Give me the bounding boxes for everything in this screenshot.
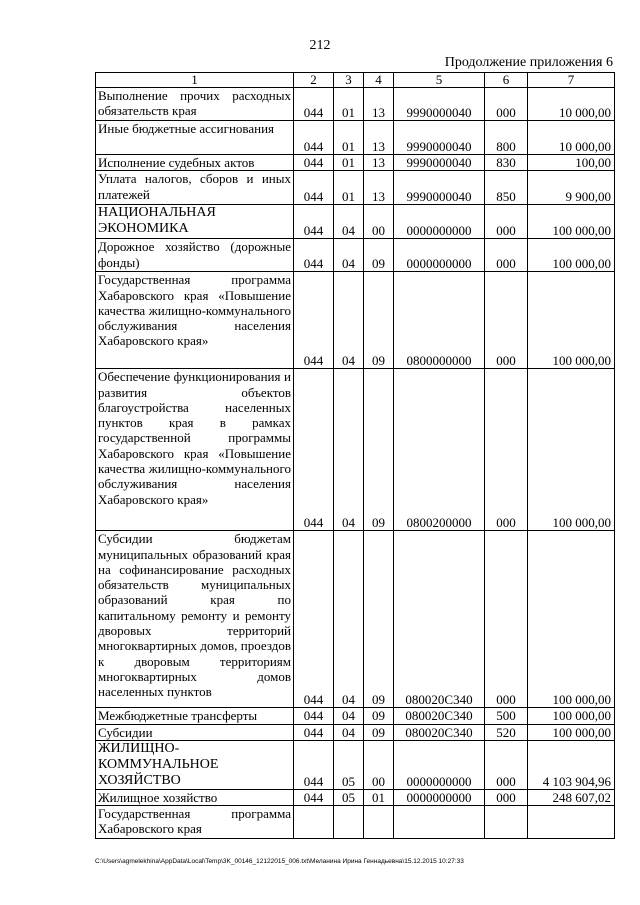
cell-target-article: 0000000000	[394, 740, 485, 789]
row-name: Исполнение судебных актов	[96, 155, 294, 171]
cell-subsection: 13	[364, 88, 394, 121]
cell-subsection: 09	[364, 724, 394, 740]
cell-ministry	[294, 806, 334, 839]
cell-section: 04	[334, 205, 364, 239]
cell-section: 05	[334, 740, 364, 789]
column-header: 4	[364, 73, 394, 88]
row-name: Субсидии бюджетам муниципальных образований края на софинансирование расходных обязательств муниципальных образований края по капитальному ремонту и ремонту дворовых территорий многоквартирных домов, проездов к дворовым территориям многоквартирных домов населенных пунктов	[96, 531, 294, 708]
cell-target-article: 9990000040	[394, 171, 485, 205]
cell-subsection: 13	[364, 121, 394, 155]
cell-expense-type	[485, 806, 528, 839]
table-row	[96, 806, 615, 839]
cell-target-article: 0800000000	[394, 272, 485, 369]
row-name: Иные бюджетные ассигнования	[96, 121, 294, 155]
cell-amount: 10 000,00	[528, 121, 615, 155]
cell-section: 04	[334, 724, 364, 740]
cell-expense-type: 000	[485, 789, 528, 805]
cell-subsection: 09	[364, 239, 394, 272]
column-header: 2	[294, 73, 334, 88]
row-name: Выполнение прочих расходных обязательств края	[96, 88, 294, 121]
cell-target-article: 080020C340	[394, 531, 485, 708]
cell-amount: 4 103 904,96	[528, 740, 615, 789]
table-row	[96, 121, 615, 155]
header-row	[96, 73, 615, 88]
cell-ministry: 044	[294, 171, 334, 205]
cell-ministry: 044	[294, 740, 334, 789]
table-row	[96, 88, 615, 121]
cell-subsection: 00	[364, 740, 394, 789]
cell-target-article: 0000000000	[394, 205, 485, 239]
cell-expense-type: 830	[485, 155, 528, 171]
row-name: Межбюджетные трансферты	[96, 708, 294, 724]
table-row	[96, 740, 615, 789]
table-row	[96, 789, 615, 805]
cell-expense-type: 000	[485, 88, 528, 121]
cell-expense-type: 000	[485, 740, 528, 789]
cell-subsection: 13	[364, 171, 394, 205]
cell-expense-type: 520	[485, 724, 528, 740]
row-name: Уплата налогов, сборов и иных платежей	[96, 171, 294, 205]
cell-amount: 100 000,00	[528, 272, 615, 369]
cell-ministry: 044	[294, 708, 334, 724]
cell-ministry: 044	[294, 88, 334, 121]
cell-expense-type: 000	[485, 369, 528, 531]
page-number: 212	[309, 38, 331, 53]
cell-amount: 100 000,00	[528, 369, 615, 531]
cell-subsection: 09	[364, 708, 394, 724]
cell-subsection	[364, 806, 394, 839]
cell-ministry: 044	[294, 369, 334, 531]
cell-amount: 100 000,00	[528, 531, 615, 708]
footer-file-path: C:\Users\agmelekhina\AppData\Local\Temp\3K_00146_12122015_006.txt\Меланина Ирина Геннадьевна\15.12.2015 10:27:33	[95, 858, 464, 865]
column-header: 5	[394, 73, 485, 88]
cell-target-article: 080020C340	[394, 724, 485, 740]
cell-ministry: 044	[294, 205, 334, 239]
cell-amount: 100 000,00	[528, 724, 615, 740]
cell-subsection: 09	[364, 272, 394, 369]
cell-subsection: 13	[364, 155, 394, 171]
table-row	[96, 724, 615, 740]
cell-target-article: 9990000040	[394, 155, 485, 171]
cell-ministry: 044	[294, 724, 334, 740]
cell-target-article: 9990000040	[394, 121, 485, 155]
table-row	[96, 272, 615, 369]
cell-subsection: 00	[364, 205, 394, 239]
row-name: Государственная программа Хабаровского края	[96, 806, 294, 839]
cell-amount: 10 000,00	[528, 88, 615, 121]
cell-target-article: 0000000000	[394, 789, 485, 805]
column-header: 1	[96, 73, 294, 88]
cell-ministry: 044	[294, 239, 334, 272]
cell-amount: 100 000,00	[528, 239, 615, 272]
cell-target-article: 9990000040	[394, 88, 485, 121]
cell-section: 04	[334, 239, 364, 272]
cell-section: 04	[334, 272, 364, 369]
table-row	[96, 205, 615, 239]
table-row	[96, 708, 615, 724]
cell-target-article: 0800200000	[394, 369, 485, 531]
cell-section: 05	[334, 789, 364, 805]
budget-table	[95, 72, 615, 839]
cell-ministry: 044	[294, 789, 334, 805]
cell-target-article: 0000000000	[394, 239, 485, 272]
table-row	[96, 171, 615, 205]
cell-subsection: 09	[364, 369, 394, 531]
cell-amount: 9 900,00	[528, 171, 615, 205]
cell-ministry: 044	[294, 531, 334, 708]
table-row	[96, 239, 615, 272]
row-name: Субсидии	[96, 724, 294, 740]
column-header: 6	[485, 73, 528, 88]
cell-ministry: 044	[294, 272, 334, 369]
table-row	[96, 369, 615, 531]
cell-amount	[528, 806, 615, 839]
cell-amount: 100,00	[528, 155, 615, 171]
row-name: Обеспечение функционирования и развития объектов благоустройства населенных пунктов края в рамках государственной программы Хабаровского края «Повышение качества жилищно-коммунального обслуживания населения Хабаровского края»	[96, 369, 294, 531]
cell-expense-type: 000	[485, 531, 528, 708]
cell-section: 04	[334, 369, 364, 531]
cell-amount: 248 607,02	[528, 789, 615, 805]
cell-section: 04	[334, 531, 364, 708]
cell-subsection: 09	[364, 531, 394, 708]
cell-section: 01	[334, 171, 364, 205]
continuation-label: Продолжение приложения 6	[444, 55, 613, 70]
cell-subsection: 01	[364, 789, 394, 805]
cell-section	[334, 806, 364, 839]
cell-expense-type: 000	[485, 205, 528, 239]
row-name: Государственная программа Хабаровского края «Повышение качества жилищно-коммунального обслуживания населения Хабаровского края»	[96, 272, 294, 369]
cell-target-article: 080020C340	[394, 708, 485, 724]
row-name: Дорожное хозяйство (дорожные фонды)	[96, 239, 294, 272]
cell-section: 01	[334, 88, 364, 121]
table-row	[96, 531, 615, 708]
cell-expense-type: 000	[485, 272, 528, 369]
column-header: 7	[528, 73, 615, 88]
cell-section: 04	[334, 708, 364, 724]
cell-ministry: 044	[294, 155, 334, 171]
column-header: 3	[334, 73, 364, 88]
row-name: Жилищное хозяйство	[96, 789, 294, 805]
cell-expense-type: 000	[485, 239, 528, 272]
cell-section: 01	[334, 121, 364, 155]
cell-target-article	[394, 806, 485, 839]
cell-section: 01	[334, 155, 364, 171]
cell-expense-type: 500	[485, 708, 528, 724]
row-name: ЖИЛИЩНО-КОММУНАЛЬНОЕ ХОЗЯЙСТВО	[96, 740, 294, 789]
cell-amount: 100 000,00	[528, 708, 615, 724]
cell-ministry: 044	[294, 121, 334, 155]
cell-expense-type: 850	[485, 171, 528, 205]
cell-expense-type: 800	[485, 121, 528, 155]
table-row	[96, 155, 615, 171]
row-name: НАЦИОНАЛЬНАЯ ЭКОНОМИКА	[96, 205, 294, 239]
cell-amount: 100 000,00	[528, 205, 615, 239]
